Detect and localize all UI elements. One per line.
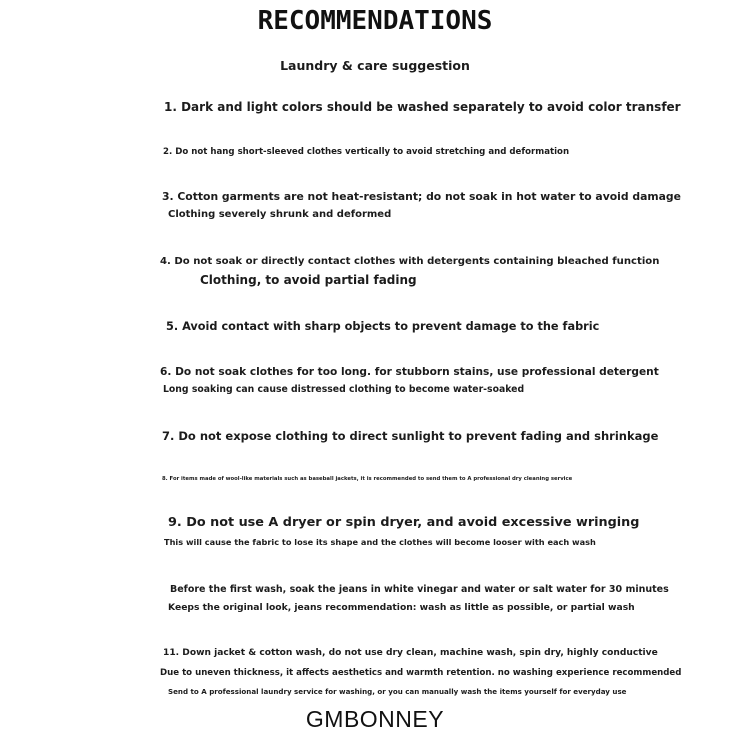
recommendation-10-detail: Keeps the original look, jeans recommendation: wash as little as possible, or partial wash [168, 602, 635, 613]
recommendation-10: Before the first wash, soak the jeans in white vinegar and water or salt water for 30 minutes [170, 584, 669, 595]
brand-logo: GMBONNEY [305, 706, 445, 732]
recommendation-6: 6. Do not soak clothes for too long. for stubborn stains, use professional detergent [160, 366, 659, 378]
recommendation-4-detail: Clothing, to avoid partial fading [200, 273, 417, 287]
recommendation-9: 9. Do not use A dryer or spin dryer, and avoid excessive wringing [168, 515, 640, 530]
recommendation-1: 1. Dark and light colors should be washed separately to avoid color transfer [164, 100, 681, 114]
recommendation-2: 2. Do not hang short-sleeved clothes vertically to avoid stretching and deformation [163, 147, 570, 157]
recommendation-11-detail: Due to uneven thickness, it affects aesthetics and warmth retention. no washing experience recommended [160, 668, 682, 678]
recommendation-6-detail: Long soaking can cause distressed clothing to become water-soaked [163, 384, 525, 395]
recommendation-11-note: Send to A professional laundry service for washing, or you can manually wash the items yourself for everyday use [168, 687, 627, 696]
recommendation-11: 11. Down jacket & cotton wash, do not use dry clean, machine wash, spin dry, highly conductive [163, 648, 658, 658]
recommendation-3: 3. Cotton garments are not heat-resistant; do not soak in hot water to avoid damage [162, 190, 681, 203]
page-subtitle: Laundry & care suggestion [280, 58, 470, 73]
recommendation-8: 8. For items made of wool-like materials such as baseball jackets, it is recommended to send them to A professional dry cleaning service [162, 476, 573, 482]
recommendation-7: 7. Do not expose clothing to direct sunlight to prevent fading and shrinkage [162, 429, 659, 443]
recommendation-9-detail: This will cause the fabric to lose its shape and the clothes will become looser with each wash [164, 537, 596, 547]
recommendation-4: 4. Do not soak or directly contact clothes with detergents containing bleached function [160, 256, 660, 267]
recommendation-5: 5. Avoid contact with sharp objects to prevent damage to the fabric [166, 320, 600, 333]
page-title: RECOMMENDATIONS [257, 6, 493, 36]
recommendation-3-detail: Clothing severely shrunk and deformed [168, 209, 392, 220]
